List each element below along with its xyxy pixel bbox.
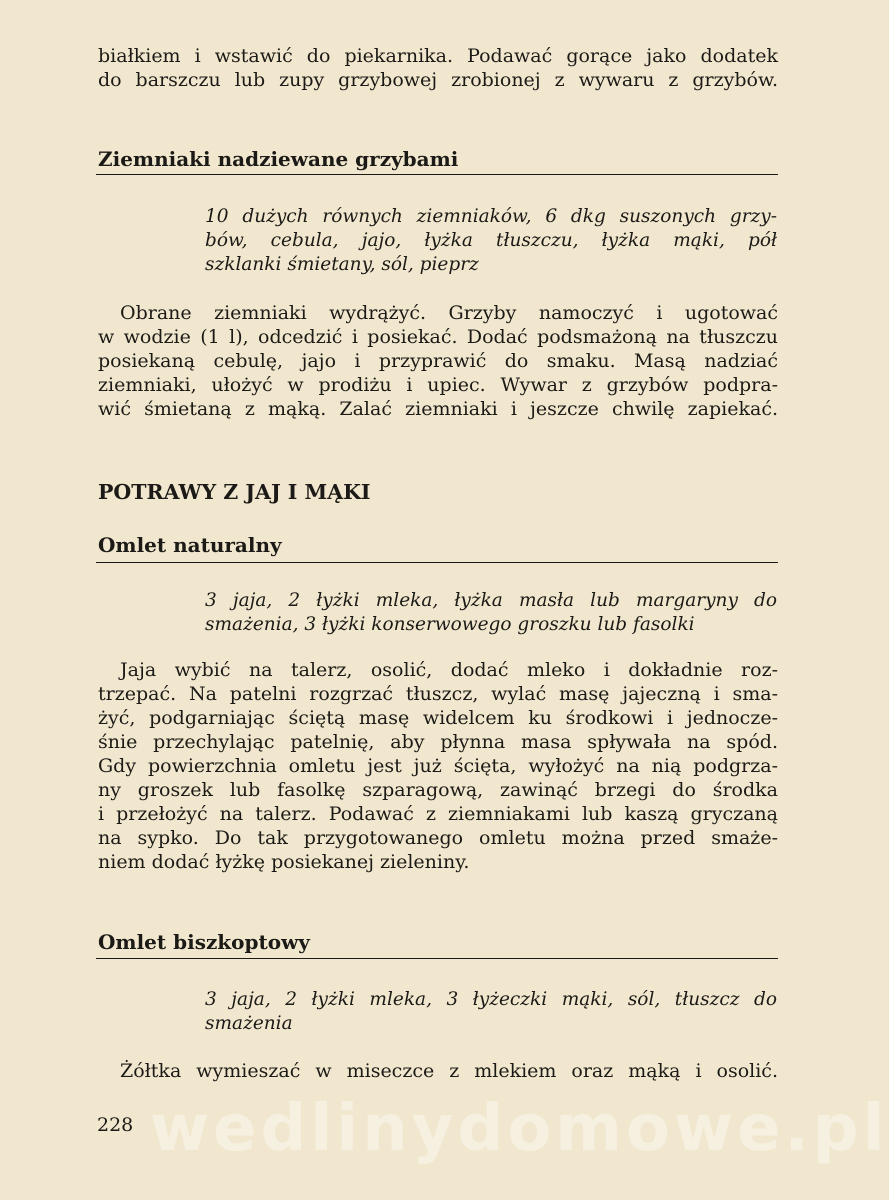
text-line: Obrane ziemniaki wydrążyć. Grzyby namoczyć i ugotować	[120, 302, 778, 324]
top-paragraph	[98, 44, 778, 92]
ingredient-line: 10 dużych równych ziemniaków, 6 dkg suszonych grzy-	[205, 206, 777, 227]
ingredient-line: smażenia	[205, 1013, 293, 1034]
text-line: posiekaną cebulę, jajo i przyprawić do smaku. Masą nadziać	[98, 350, 778, 372]
text-line: Gdy powierzchnia omletu jest już ścięta, wyłożyć na nią podgrza-	[98, 755, 778, 777]
ingredient-line: smażenia, 3 łyżki konserwowego groszku lub fasolki	[205, 614, 695, 635]
ingredients-omlet-naturalny	[205, 589, 777, 637]
recipe-title-omlet-naturalny: Omlet naturalny	[98, 533, 282, 557]
text-line: w wodzie (1 l), odcedzić i posiekać. Dodać podsmażoną na tłuszczu	[98, 326, 778, 348]
recipe-body-omlet-biszkoptowy	[98, 1059, 778, 1083]
ingredient-line: 3 jaja, 2 łyżki mleka, 3 łyżeczki mąki, sól, tłuszcz do	[205, 989, 777, 1010]
text-line: i przełożyć na talerz. Podawać z ziemniakami lub kaszą gryczaną	[98, 803, 778, 825]
ingredient-line: bów, cebula, jajo, łyżka tłuszczu, łyżka mąki, pół	[205, 230, 777, 251]
text-line: żyć, podgarniając ściętą masę widelcem ku środkowi i jednocze-	[98, 707, 778, 729]
text-line: Jaja wybić na talerz, osolić, dodać mleko i dokładnie roz-	[120, 659, 778, 681]
recipe-body-omlet-naturalny	[98, 658, 778, 874]
recipe-title-ziemniaki: Ziemniaki nadziewane grzybami	[98, 147, 459, 171]
ingredients-ziemniaki	[205, 205, 777, 277]
text-line: trzepać. Na patelni rozgrzać tłuszcz, wylać masę jajeczną i sma-	[98, 683, 778, 705]
text-line: ziemniaki, ułożyć w prodiżu i upiec. Wywar z grzybów podpra-	[98, 374, 778, 396]
text-line: śnie przechylając patelnię, aby płynna masa spływała na spód.	[98, 731, 778, 753]
section-heading: POTRAWY Z JAJ I MĄKI	[98, 480, 371, 504]
text-line: niem dodać łyżkę posiekanej zieleniny.	[98, 851, 470, 873]
ingredients-omlet-biszkoptowy	[205, 988, 777, 1036]
title-rule	[96, 174, 778, 175]
title-rule	[96, 958, 778, 959]
watermark: wedlinydomowe.pl	[150, 1092, 889, 1166]
text-line: na sypko. Do tak przygotowanego omletu można przed smaże-	[98, 827, 778, 849]
text-line: białkiem i wstawić do piekarnika. Podawać gorące jako dodatek	[98, 45, 778, 67]
ingredient-line: 3 jaja, 2 łyżki mleka, łyżka masła lub margaryny do	[205, 590, 777, 611]
ingredient-line: szklanki śmietany, sól, pieprz	[205, 254, 479, 275]
recipe-title-omlet-biszkoptowy: Omlet biszkoptowy	[98, 930, 310, 954]
page-number: 228	[97, 1114, 134, 1136]
title-rule	[96, 562, 778, 563]
text-line: ny groszek lub fasolkę szparagową, zawinąć brzegi do środka	[98, 779, 778, 801]
text-line: wić śmietaną z mąką. Zalać ziemniaki i jeszcze chwilę zapiekać.	[98, 398, 778, 420]
text-line: Żółtka wymieszać w miseczce z mlekiem oraz mąką i osolić.	[120, 1060, 778, 1082]
text-line: do barszczu lub zupy grzybowej zrobionej z wywaru z grzybów.	[98, 69, 778, 91]
recipe-body-ziemniaki	[98, 301, 778, 421]
